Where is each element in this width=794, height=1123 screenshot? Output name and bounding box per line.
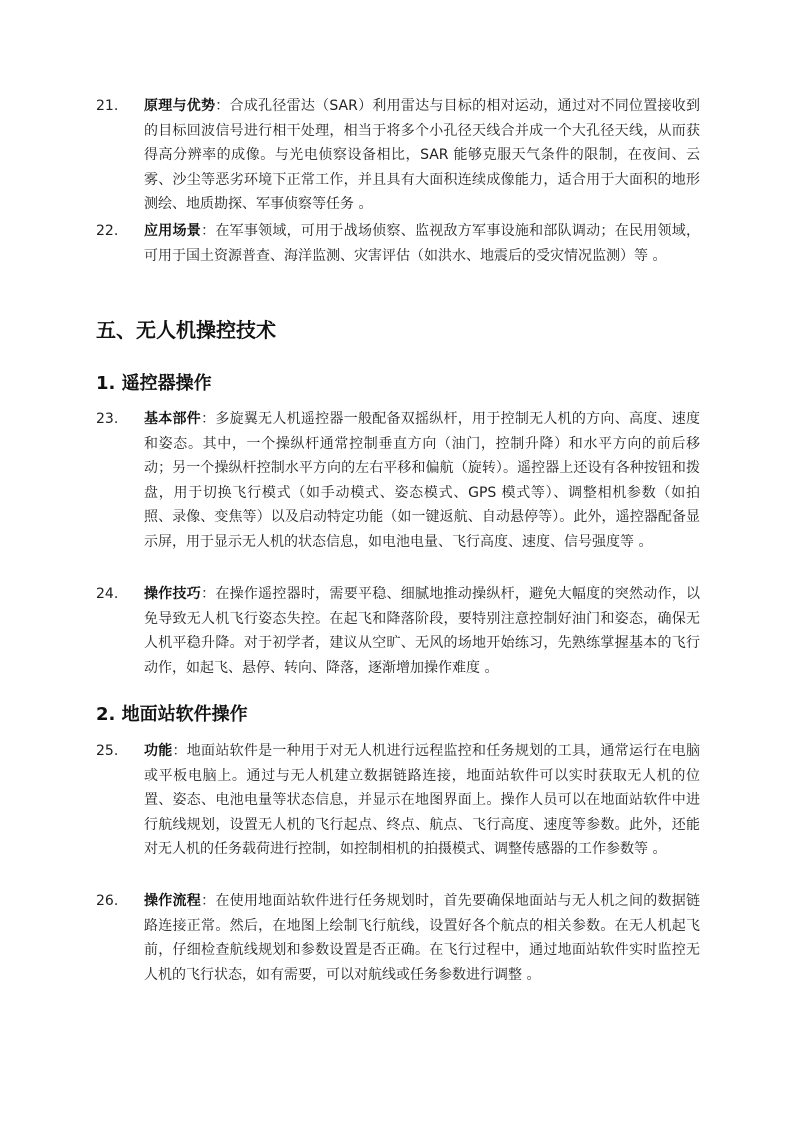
list-item-25: [96, 739, 706, 862]
item-paragraph: [144, 739, 700, 862]
subsection-heading-remote-control: 1. 遥控器操作: [96, 373, 212, 394]
list-item-23: [96, 407, 706, 554]
item-label: 操作技巧: [144, 586, 202, 602]
item-paragraph: [144, 582, 700, 680]
item-text: ：在操作遥控器时，需要平稳、细腻地推动操纵杆，避免大幅度的突然动作，以免导致无人机飞行姿态失控。在起飞和降落阶段，要特别注意控制好油门和姿态，确保无人机平稳升降。对于初学者，建议从空旷、无风的场地开始练习，先熟练掌握基本的飞行动作，如起飞、悬停、转向、降落，逐渐增加操作难度 。: [144, 586, 701, 676]
item-label: 原理与优势: [144, 98, 216, 114]
item-number: 21.: [96, 98, 119, 114]
item-text: ：在军事领域，可用于战场侦察、监视敌方军事设施和部队调动；在民用领域，可用于国土资源普查、海洋监测、灾害评估（如洪水、地震后的受灾情况监测）等 。: [144, 223, 701, 264]
list-item-21: [96, 94, 706, 217]
item-number: 23.: [96, 411, 119, 427]
item-number: 25.: [96, 743, 119, 759]
subsection-heading-ground-station: 2. 地面站软件操作: [96, 704, 248, 725]
item-text: ：合成孔径雷达（SAR）利用雷达与目标的相对运动，通过对不同位置接收到的目标回波信号进行相干处理，相当于将多个小孔径天线合并成一个大孔径天线，从而获得高分辨率的成像。与光电侦察设备相比，SAR 能够克服天气条件的限制，在夜间、云雾、沙尘等恶劣环境下正常工作，并且具有大面积连续成像能力，适合用于大面积的地形测绘、地质勘探、军事侦察等任务 。: [144, 98, 701, 212]
item-paragraph: [144, 889, 700, 987]
item-text: ：地面站软件是一种用于对无人机进行远程监控和任务规划的工具，通常运行在电脑或平板电脑上。通过与无人机建立数据链路连接，地面站软件可以实时获取无人机的位置、姿态、电池电量等状态信息，并显示在地图界面上。操作人员可以在地面站软件中进行航线规划，设置无人机的飞行起点、终点、航点、飞行高度、速度等参数。此外，还能对无人机的任务载荷进行控制，如控制相机的拍摄模式、调整传感器的工作参数等 。: [144, 743, 701, 857]
list-item-26: [96, 889, 706, 987]
section-heading: 五、无人机操控技术: [96, 318, 276, 342]
list-item-24: [96, 582, 706, 680]
item-number: 22.: [96, 223, 119, 239]
item-label: 基本部件: [144, 411, 202, 427]
item-paragraph: [144, 94, 700, 217]
item-label: 功能: [144, 743, 173, 759]
item-number: 24.: [96, 586, 119, 602]
item-text: ：多旋翼无人机遥控器一般配备双摇纵杆，用于控制无人机的方向、高度、速度和姿态。其中，一个操纵杆通常控制垂直方向（油门，控制升降）和水平方向的前后移动；另一个操纵杆控制水平方向的左右平移和偏航（旋转）。遥控器上还设有各种按钮和拨盘，用于切换飞行模式（如手动模式、姿态模式、GPS 模式等）、调整相机参数（如拍照、录像、变焦等）以及启动特定功能（如一键返航、自动悬停等）。此外，遥控器配备显示屏，用于显示无人机的状态信息，如电池电量、飞行高度、速度、信号强度等 。: [144, 411, 701, 550]
item-label: 应用场景: [144, 223, 202, 239]
item-number: 26.: [96, 893, 119, 909]
item-label: 操作流程: [144, 893, 202, 909]
item-paragraph: [144, 407, 700, 554]
list-item-22: [96, 219, 706, 268]
item-paragraph: [144, 219, 700, 268]
item-text: ：在使用地面站软件进行任务规划时，首先要确保地面站与无人机之间的数据链路连接正常。然后，在地图上绘制飞行航线，设置好各个航点的相关参数。在无人机起飞前，仔细检查航线规划和参数设置是否正确。在飞行过程中，通过地面站软件实时监控无人机的飞行状态，如有需要，可以对航线或任务参数进行调整 。: [144, 893, 701, 983]
